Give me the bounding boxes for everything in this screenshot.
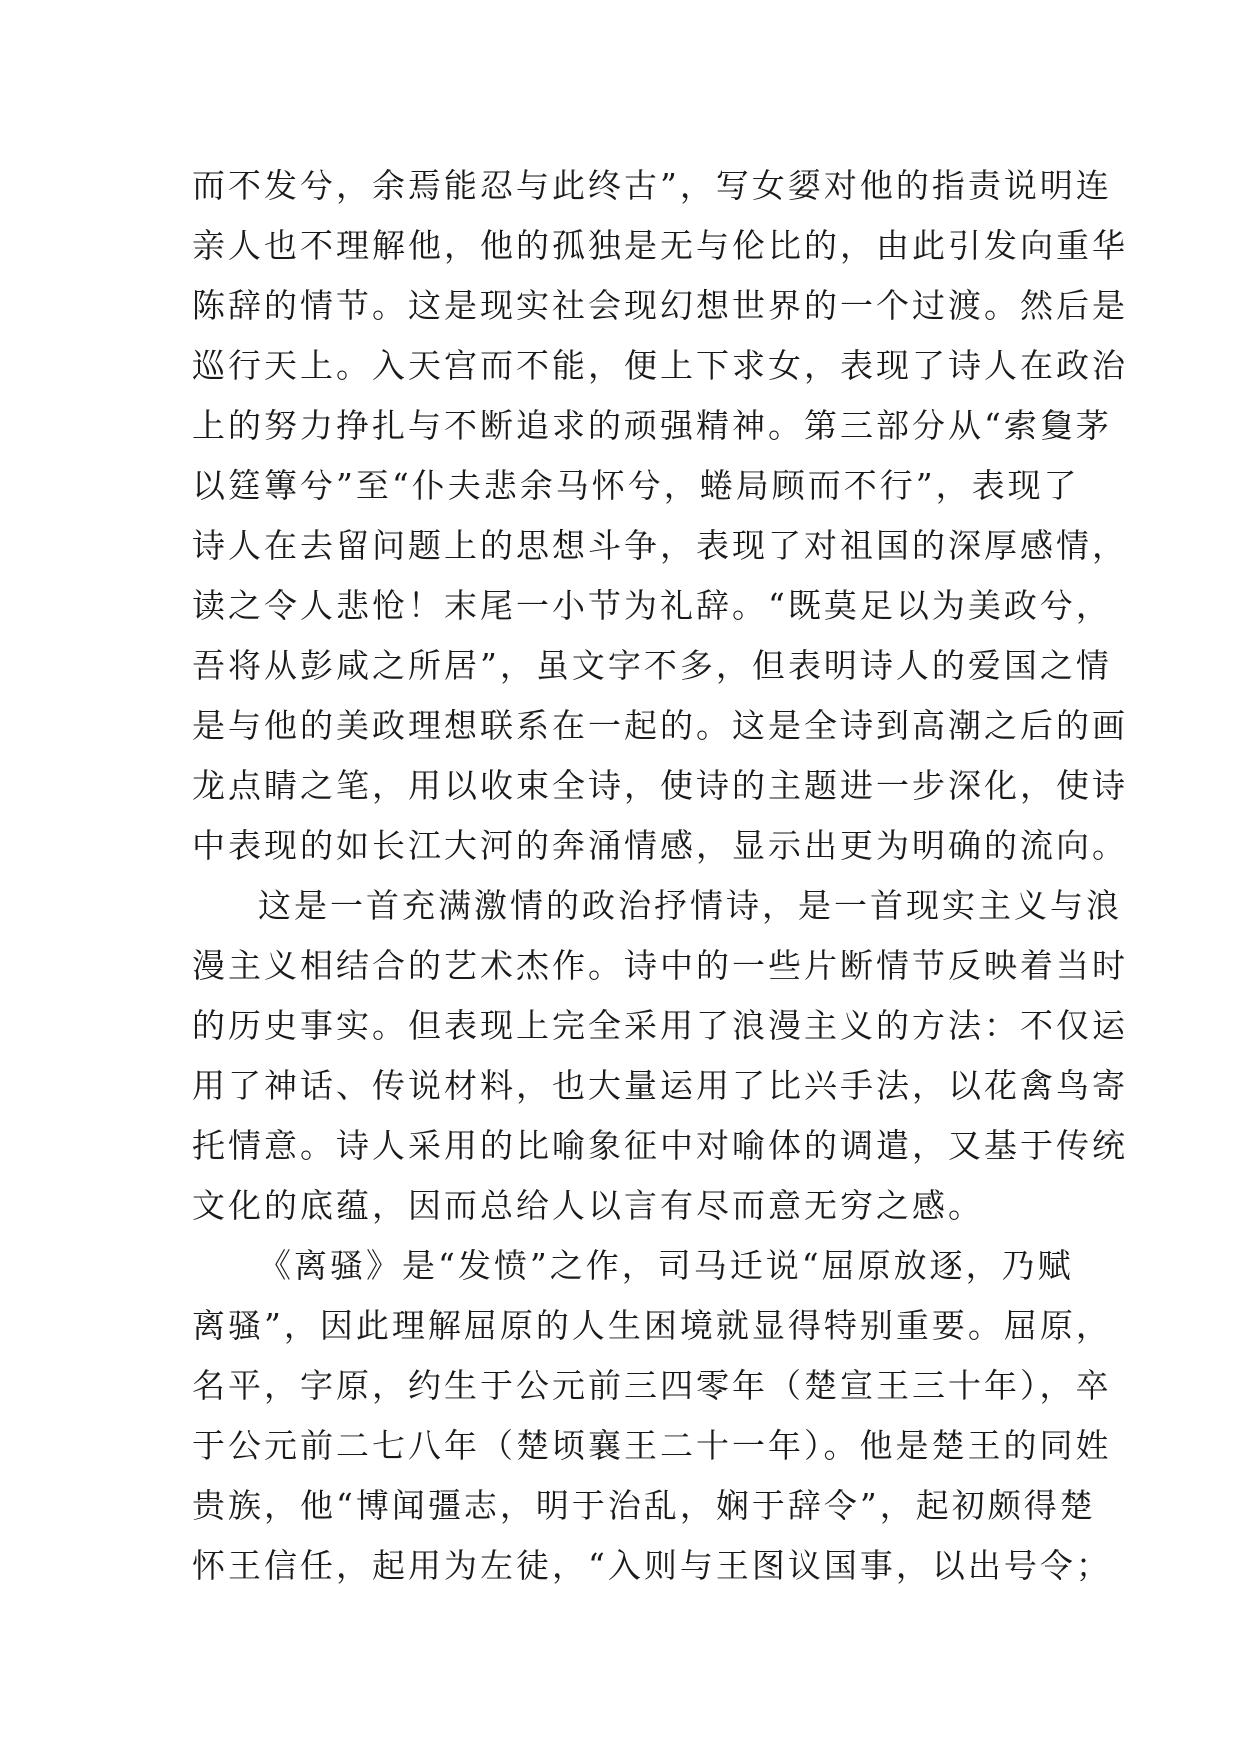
- text-line: 名平，字原，约生于公元前三四零年（楚宣王三十年），卒: [192, 1366, 1112, 1405]
- text-line: 吾将从彭咸之所居”，虽文字不多，但表明诗人的爱国之情: [192, 646, 1112, 685]
- text-line: 于公元前二七八年（楚顷襄王二十一年）。他是楚王的同姓: [192, 1426, 1112, 1465]
- text-line: 的历史事实。但表现上完全采用了浪漫主义的方法：不仅运: [192, 1006, 1128, 1045]
- text-line: 亲人也不理解他，他的孤独是无与伦比的，由此引发向重华: [192, 226, 1128, 265]
- text-line: 而不发兮，余焉能忍与此终古”，写女媭对他的指责说明连: [192, 166, 1112, 205]
- text-line: 漫主义相结合的艺术杰作。诗中的一些片断情节反映着当时: [192, 946, 1128, 985]
- text-line: 陈辞的情节。这是现实社会现幻想世界的一个过渡。然后是: [192, 286, 1128, 325]
- text-line: 托情意。诗人采用的比喻象征中对喻体的调遣，又基于传统: [192, 1126, 1128, 1165]
- text-line: 贵族，他“博闻彊志，明于治乱，娴于辞令”，起初颇得楚: [192, 1486, 1096, 1525]
- text-line: 离骚”，因此理解屈原的人生困境就显得特别重要。屈原，: [192, 1306, 1112, 1345]
- text-line: 诗人在去留问题上的思想斗争，表现了对祖国的深厚感情，: [192, 526, 1128, 565]
- body-text: [192, 156, 1128, 1596]
- text-line: 怀王信任，起用为左徒，“入则与王图议国事，以出号令；: [192, 1546, 1112, 1585]
- text-line: 是与他的美政理想联系在一起的。这是全诗到高潮之后的画: [192, 706, 1128, 745]
- text-line: 文化的底蕴，因而总给人以言有尽而意无穷之感。: [192, 1186, 984, 1225]
- text-line: 巡行天上。入天宫而不能，便上下求女，表现了诗人在政治: [192, 346, 1128, 385]
- text-line: 中表现的如长江大河的奔涌情感，显示出更为明确的流向。: [192, 826, 1128, 865]
- text-line: 上的努力挣扎与不断追求的顽强精神。第三部分从“索敻茅: [192, 406, 1112, 445]
- text-line: 读之令人悲怆！末尾一小节为礼辞。“既莫足以为美政兮，: [192, 586, 1112, 625]
- text-line: 龙点睛之笔，用以收束全诗，使诗的主题进一步深化，使诗: [192, 766, 1128, 805]
- text-line: 用了神话、传说材料，也大量运用了比兴手法，以花禽鸟寄: [192, 1066, 1128, 1105]
- text-line: 以筳篿兮”至“仆夫悲余马怀兮，蜷局顾而不行”，表现了: [192, 466, 1080, 505]
- paragraph-first-line: 《离骚》是“发愤”之作，司马迁说“屈原放逐，乃赋: [258, 1246, 1074, 1285]
- paragraph-first-line: 这是一首充满激情的政治抒情诗，是一首现实主义与浪: [258, 886, 1122, 925]
